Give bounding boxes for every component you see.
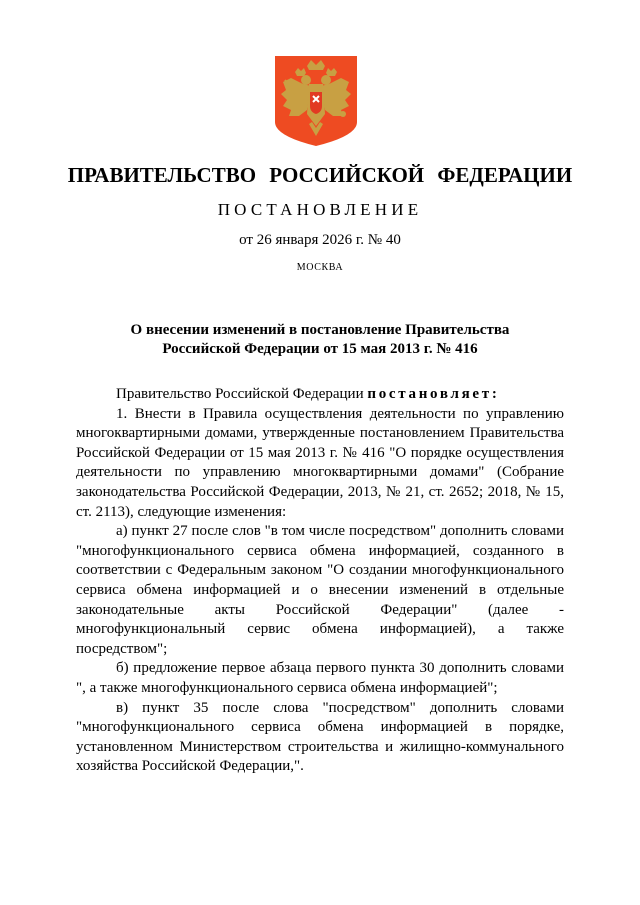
document-subject bbox=[100, 321, 540, 359]
subject-line-1: О внесении изменений в постановление Правительства bbox=[130, 322, 510, 338]
intro-text: Правительство Российской Федерации bbox=[116, 386, 368, 402]
subitem-a-paragraph: а) пункт 27 после слов "в том числе посредством" дополнить словами "многофункционального сервиса обмена информацией, созданного в соответствии с Федеральным законом "О создании многофункционального сервиса обмена информацией и о внесении изменений в отдельные законодательные акты Российской Федерации" (далее - многофункциональный сервис обмена информацией), а также посредством"; bbox=[76, 523, 564, 657]
intro-paragraph bbox=[76, 385, 564, 405]
document-type: ПОСТАНОВЛЕНИЕ bbox=[217, 200, 423, 219]
subitem-b-paragraph: б) предложение первое абзаца первого пункта 30 дополнить словами ", а также многофункционального сервиса обмена информацией"; bbox=[76, 660, 564, 696]
subject-line-2: Российской Федерации от 15 мая 2013 г. № 416 bbox=[162, 341, 478, 357]
coat-of-arms-icon bbox=[273, 56, 359, 146]
document-date: от 26 января 2026 г. № 40 bbox=[239, 232, 401, 248]
intro-emphasis: постановляет: bbox=[367, 386, 500, 402]
subitem-v-paragraph: в) пункт 35 после слова "посредством" дополнить словами "многофункционального сервиса обмена информацией в порядке, установленном Министерством строительства и жилищно-коммунального хозяйства Российской Федерации,". bbox=[76, 699, 564, 775]
item-1-paragraph: 1. Внести в Правила осуществления деятельности по управлению многоквартирными домами, утвержденные постановлением Правительства Российской Федерации от 15 мая 2013 г. № 416 "О порядке осуществления деятельности по управлению многоквартирными домами" (Собрание законодательства Российской Федерации, 2013, № 21, ст. 2652; 2018, № 15, ст. 2113), следующие изменения: bbox=[76, 405, 564, 520]
city-name: МОСКВА bbox=[296, 262, 344, 273]
document-body bbox=[76, 385, 564, 777]
government-title: ПРАВИТЕЛЬСТВО РОССИЙСКОЙ ФЕДЕРАЦИИ bbox=[67, 163, 573, 187]
